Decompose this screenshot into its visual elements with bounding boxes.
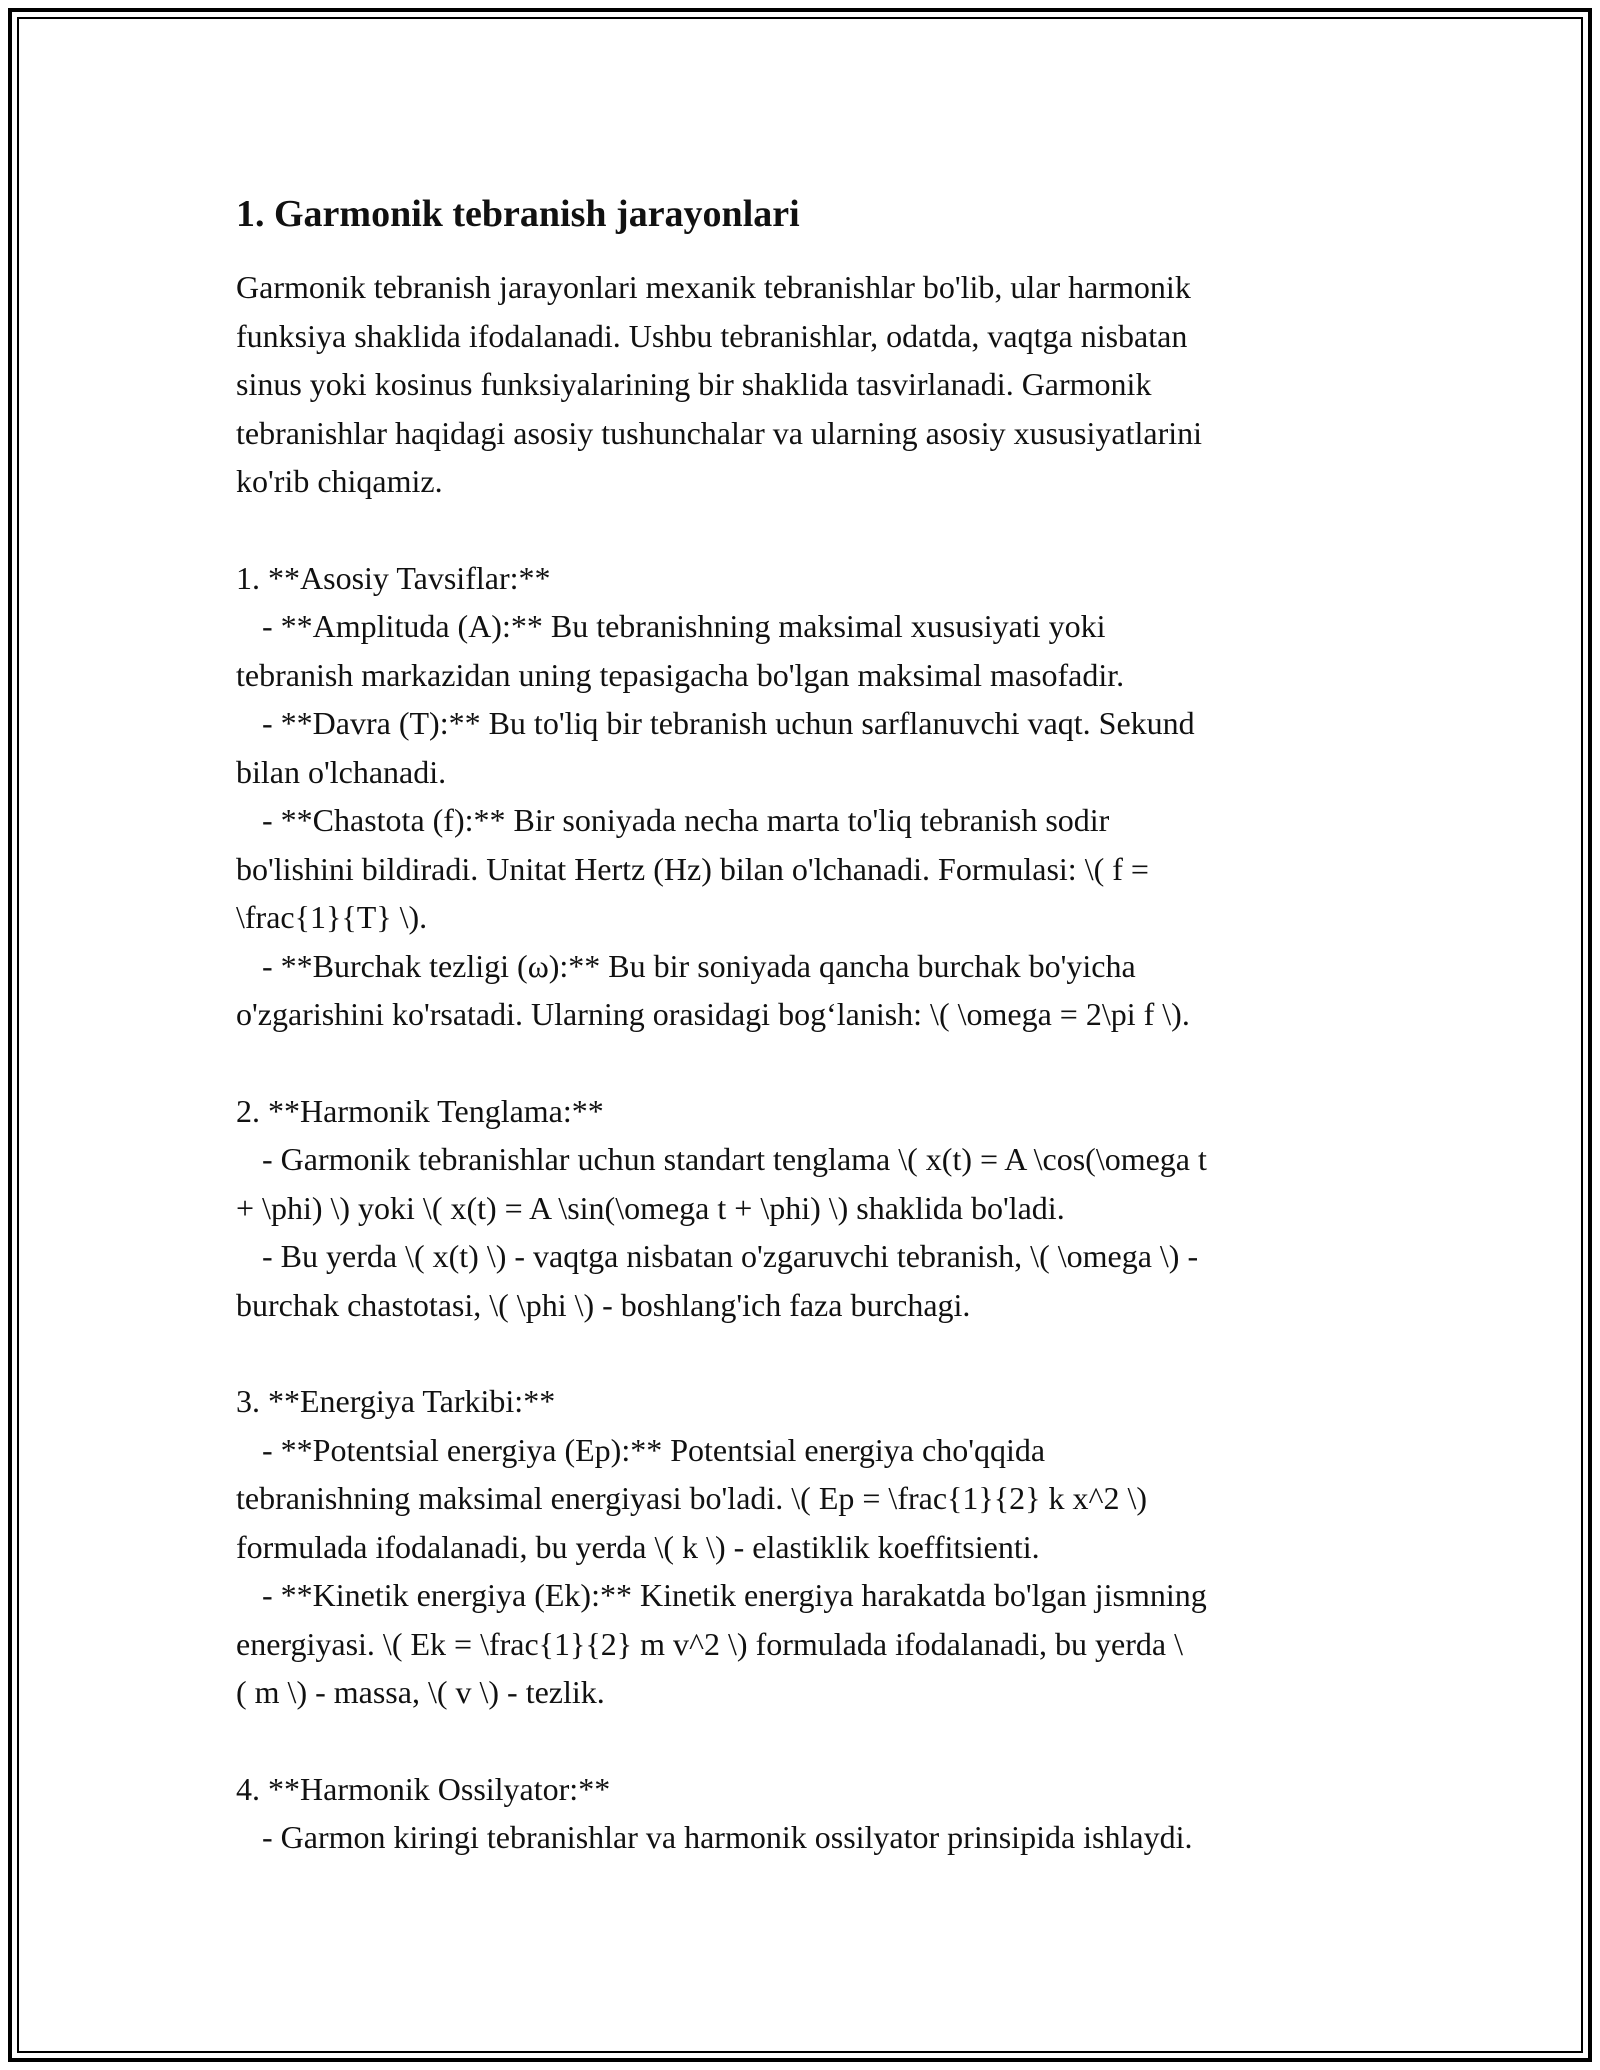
list-item-line: - **Chastota (f):** Bir soniyada necha marta to'liq tebranish sodir [262,802,1110,838]
list-item-line: energiyasi. \( Ek = \frac{1}{2} m v^2 \) formulada ifodalanadi, bu yerda \ [236,1625,1183,1662]
section-heading: 1. **Asosiy Tavsiflar:** [236,559,551,596]
section-heading: 4. **Harmonik Ossilyator:** [236,1770,611,1807]
intro-line: Garmonik tebranish jarayonlari mexanik tebranishlar bo'lib, ular harmonik [236,269,1191,305]
list-item-line: - **Kinetik energiya (Ek):** Kinetik energiya harakatda bo'lgan jismning [262,1577,1207,1613]
list-item-line: - **Potentsial energiya (Ep):** Potentsial energiya cho'qqida [262,1431,1046,1468]
section-heading: 3. **Energiya Tarkibi:** [236,1383,556,1419]
list-item-line: tebranishning maksimal energiyasi bo'ladi. \( Ep = \frac{1}{2} k x^2 \) [236,1480,1148,1516]
intro-line: ko'rib chiqamiz. [236,463,443,499]
section-asosiy-tavsiflar [236,554,1366,1039]
intro-line: funksiya shaklida ifodalanadi. Ushbu tebranishlar, odatda, vaqtga nisbatan [236,317,1188,354]
list-item-line: - **Burchak tezligi (ω):** Bu bir soniyada qancha burchak bo'yicha [262,947,1136,984]
list-item-line: formulada ifodalanadi, bu yerda \( k \) - elastiklik koeffitsienti. [236,1528,1040,1565]
document-body [236,187,1366,1862]
intro-line: sinus yoki kosinus funksiyalarining bir shaklida tasvirlanadi. Garmonik [236,366,1152,402]
list-item-line: - **Amplituda (A):** Bu tebranishning maksimal xususiyati yoki [262,608,1106,644]
list-item-line: - Bu yerda \( x(t) \) - vaqtga nisbatan o'zgaruvchi tebranish, \( \omega \) - [262,1238,1199,1274]
list-item-line: \frac{1}{T} \). [236,899,428,935]
list-item-line: o'zgarishini ko'rsatadi. Ularning orasidagi bog‘lanish: \( \omega = 2\pi f \). [236,996,1190,1032]
document-title: 1. Garmonik tebranish jarayonlari [236,193,800,235]
section-energiya-tarkibi [236,1377,1366,1717]
intro-line: tebranishlar haqidagi asosiy tushunchalar va ularning asosiy xususiyatlarini [236,414,1202,451]
list-item-line: burchak chastotasi, \( \phi \) - boshlang'ich faza burchagi. [236,1286,971,1323]
list-item-line: - **Davra (T):** Bu to'liq bir tebranish uchun sarflanuvchi vaqt. Sekund [262,705,1195,741]
list-item-line: + \phi) \) yoki \( x(t) = A \sin(\omega t + \phi) \) shaklida bo'ladi. [236,1189,1065,1226]
section-heading: 2. **Harmonik Tenglama:** [236,1092,604,1129]
list-item-line: tebranish markazidan uning tepasigacha bo'lgan maksimal masofadir. [236,656,1125,693]
section-harmonik-ossilyator [236,1765,1366,1862]
list-item-line: - Garmon kiringi tebranishlar va harmonik ossilyator prinsipida ishlaydi. [262,1819,1193,1855]
list-item-line: bilan o'lchanadi. [236,753,447,790]
list-item-line: ( m \) - massa, \( v \) - tezlik. [236,1674,605,1710]
list-item-line: - Garmonik tebranishlar uchun standart tenglama \( x(t) = A \cos(\omega t [262,1141,1207,1177]
section-harmonik-tenglama [236,1087,1366,1330]
list-item-line: bo'lishini bildiradi. Unitat Hertz (Hz) bilan o'lchanadi. Formulasi: \( f = [236,850,1149,887]
intro-paragraph [236,263,1366,506]
